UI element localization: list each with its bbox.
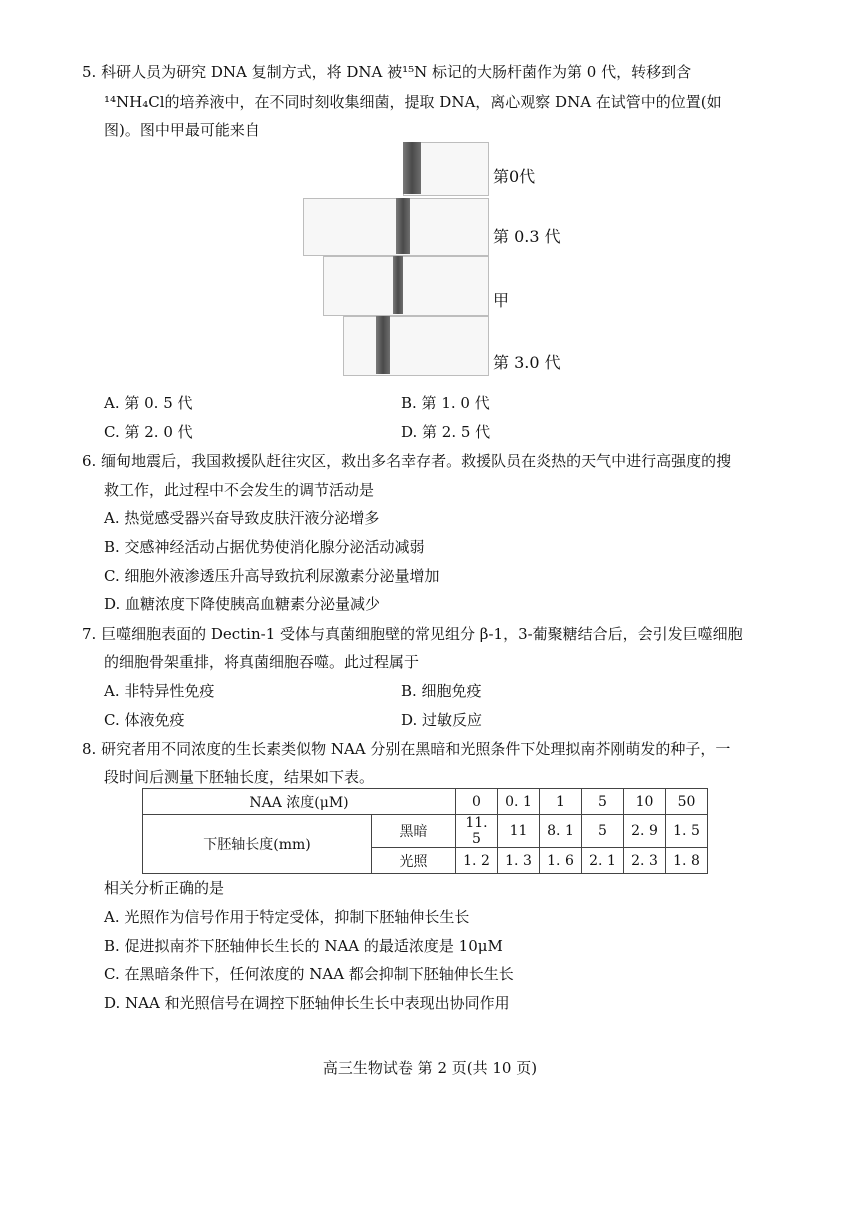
table-header-row <box>143 789 708 815</box>
table-cell: 11 <box>498 815 540 848</box>
page-footer: 高三生物试卷 第 2 页(共 10 页) <box>322 1059 538 1077</box>
q5-option-d: D. 第 2. 5 代 <box>401 423 491 441</box>
table-cell: 2. 9 <box>624 815 666 848</box>
dna-centrifuge-figure <box>303 142 561 380</box>
q5-option-b: B. 第 1. 0 代 <box>401 394 490 412</box>
table-header-cell: 0 <box>456 789 498 815</box>
table-cell: 11. 5 <box>456 815 498 848</box>
tube-gen30 <box>343 316 489 376</box>
label-gen0: 第0代 <box>493 167 536 186</box>
table-header-cell: 1 <box>540 789 582 815</box>
q8-option-b: B. 促进拟南芥下胚轴伸长生长的 NAA 的最适浓度是 10μM <box>104 937 503 955</box>
table-header-label: NAA 浓度(μM) <box>143 789 456 815</box>
table-cell: 8. 1 <box>540 815 582 848</box>
q7-option-b: B. 细胞免疫 <box>401 682 482 700</box>
q5-option-c: C. 第 2. 0 代 <box>104 423 193 441</box>
q7-option-c: C. 体液免疫 <box>104 711 185 729</box>
table-header-cell: 50 <box>666 789 708 815</box>
q8-option-d: D. NAA 和光照信号在调控下胚轴伸长生长中表现出协同作用 <box>104 994 510 1012</box>
q6-option-b: B. 交感神经活动占据优势使消化腺分泌活动减弱 <box>104 538 425 556</box>
table-cell: 2. 3 <box>624 848 666 874</box>
label-gen03: 第 0.3 代 <box>493 227 561 246</box>
q5-option-a: A. 第 0. 5 代 <box>104 394 193 412</box>
band-gen30 <box>376 316 390 374</box>
tube-jia <box>323 256 489 316</box>
table-cell: 1. 3 <box>498 848 540 874</box>
naa-results-table <box>142 788 708 874</box>
q7-option-d: D. 过敏反应 <box>401 711 483 729</box>
q6-stem-line1: 6. 缅甸地震后，我国救援队赶往灾区，救出多名幸存者。救援队员在炎热的天气中进行高强度的搜 <box>82 452 732 470</box>
q6-option-c: C. 细胞外液渗透压升高导致抗利尿激素分泌量增加 <box>104 567 440 585</box>
table-cell: 1. 2 <box>456 848 498 874</box>
band-jia <box>393 256 403 314</box>
q8-option-c: C. 在黑暗条件下，任何浓度的 NAA 都会抑制下胚轴伸长生长 <box>104 965 514 983</box>
q6-option-d: D. 血糖浓度下降使胰高血糖素分泌量减少 <box>104 595 381 613</box>
q8-stem-line1: 8. 研究者用不同浓度的生长素类似物 NAA 分别在黑暗和光照条件下处理拟南芥刚萌发的种子，一 <box>82 740 731 758</box>
band-gen03 <box>396 198 410 254</box>
table-cell: 5 <box>582 815 624 848</box>
q6-option-a: A. 热觉感受器兴奋导致皮肤汗液分泌增多 <box>104 509 380 527</box>
table-cell: 2. 1 <box>582 848 624 874</box>
q5-stem-line3: 图)。图中甲最可能来自 <box>104 121 260 139</box>
q5-stem-line2: ¹⁴NH₄Cl的培养液中，在不同时刻收集细菌，提取 DNA，离心观察 DNA 在试管中的位置(如 <box>104 93 722 111</box>
q6-stem-line2: 救工作，此过程中不会发生的调节活动是 <box>104 481 375 499</box>
q8-option-a: A. 光照作为信号作用于特定受体，抑制下胚轴伸长生长 <box>104 908 470 926</box>
table-cell: 1. 6 <box>540 848 582 874</box>
table-condition-cell: 光照 <box>372 848 456 874</box>
label-gen30: 第 3.0 代 <box>493 353 561 372</box>
table-cell: 1. 5 <box>666 815 708 848</box>
table-row <box>143 815 708 848</box>
q7-option-a: A. 非特异性免疫 <box>104 682 215 700</box>
table-condition-cell: 黑暗 <box>372 815 456 848</box>
band-gen0 <box>403 142 421 194</box>
table-cell: 1. 8 <box>666 848 708 874</box>
q8-prompt: 相关分析正确的是 <box>104 879 225 897</box>
table-row-label: 下胚轴长度(mm) <box>143 815 372 874</box>
q5-stem-line1: 5. 科研人员为研究 DNA 复制方式，将 DNA 被¹⁵N 标记的大肠杆菌作为第 0 代，转移到含 <box>82 63 692 81</box>
q7-stem-line2: 的细胞骨架重排，将真菌细胞吞噬。此过程属于 <box>104 653 420 671</box>
label-jia: 甲 <box>493 291 510 310</box>
table-header-cell: 0. 1 <box>498 789 540 815</box>
q7-stem-line1: 7. 巨噬细胞表面的 Dectin-1 受体与真菌细胞壁的常见组分 β-1，3-葡聚糖结合后，会引发巨噬细胞 <box>82 625 743 643</box>
table-header-cell: 5 <box>582 789 624 815</box>
table-header-cell: 10 <box>624 789 666 815</box>
q8-stem-line2: 段时间后测量下胚轴长度，结果如下表。 <box>104 768 375 786</box>
